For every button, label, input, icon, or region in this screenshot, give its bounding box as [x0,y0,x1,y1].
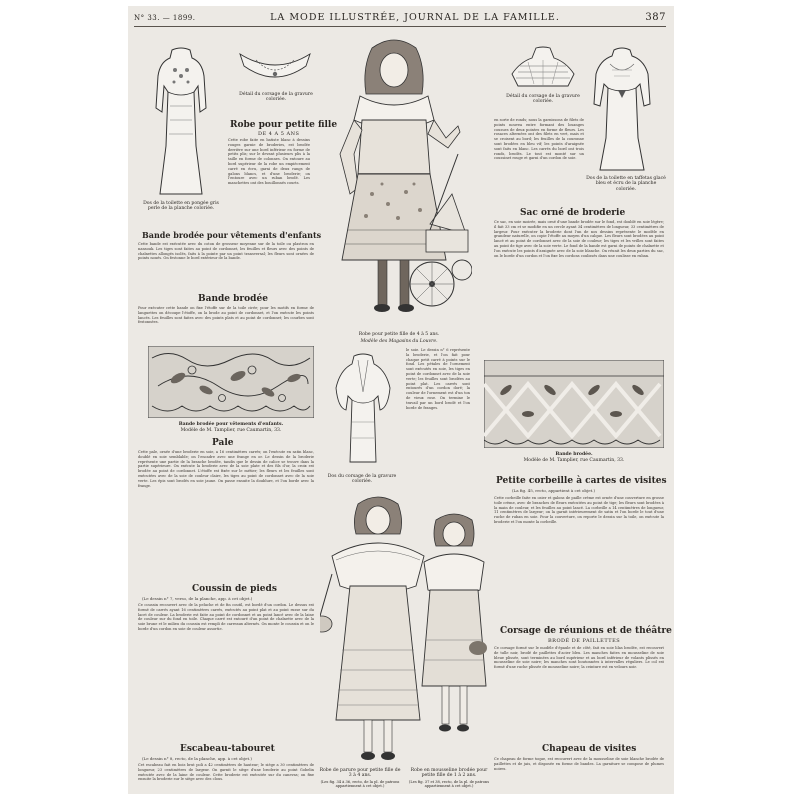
corsage-detail-right-illustration [508,46,578,90]
title-escabeau: Escabeau-tabouret [180,744,275,754]
text-chapeau: Ce chapeau de forme toque, est recouvert avec de la mousseline de soie blanche brodée de paillettes et de jais, et disposée en forme de bandes. La garniture se compose de plumes noires. [494,757,664,771]
girl-with-carriage-illustration [322,34,472,332]
caption-bande-brodee-right-credit: Modèle de M. Tamplier, rue Caumartin, 33. [523,458,625,463]
running-head [134,12,666,26]
text-bande-vetements: Cette bande est exécutée avec du coton de grosseur moyenne sur de la toile ou plastron en nansouk. Les tiges sont faites au point de cordonnet, les feuilles et fleurs avec des points de chaînettes allongés isolés, faits à la pointe par un point transversal; les fleurs sont ornées de points noués. On festonne le bord extérieur de la bande. [138,242,314,261]
caption-robe-mousseline-ref: (Les fig. 37 et 38, recto, de la pl. de patrons appartiennent à cet objet.) [408,780,490,789]
text-pale-dessin: le soie. Le dessin n° 6 représente la broderie, et l'on fait pour chaque petit carré à points sur le fond. Les pétales de l'ornement sont exécutés en soie, les tiges en point de cordonnet avec de la soie verte; les feuilles sont brodées au point plat. Les carrés sont entourés d'un cordon doré; la couleur de l'ornement est d'un ton de vieux rose. On termine le travail par un bord brodé et l'on borde de franges. [406,348,470,410]
caption-robe-parure: Robe de parure pour petite fille de 3 à 4 ans. [319,768,401,779]
subtitle-robe-petite-fille: DE 4 A 5 ANS [258,131,300,137]
corsage-detail-left-illustration [236,46,314,88]
caption-bande-brodee-right: Bande brodée. [555,452,593,457]
subtitle-corsage: BRODÉ DE PAILLETTES [548,638,621,644]
ref-corbeille: (La fig. 45, recto, appartient à cet objet.) [512,488,596,493]
caption-detail-corsage-left: Détail du corsage de la gravure coloriée. [239,92,313,103]
two-girls-illustration [320,490,490,774]
text-escabeau: Cet escabeau fait en bois brut poli a 42 centimètres de hauteur; le siège a 30 centimètres de longueur, 23 centimètres de largeur. On garnit le siège d'une broderie au point Gobelin exécutée avec de la laine de couleur. Cette broderie est exécutée sur du canevas; on fixe ensuite la broderie sur le siège avec des clous. [138,763,314,782]
title-corsage: Corsage de réunions et de théâtre [500,626,672,636]
text-coussin: Ce coussin recouvert avec de la peluche et de fin coutil, est bordé d'un cordon. Le dessus est formé de carrés ayant 16 centimètres carrés, exécutés au point plat et au point russe sur du lacet de couleur. La broderie est faite au point de cordonnet et au point lancé avec de la laine de couleur sur du fond en toile. Chaque carré est entouré d'un point de chaînette avec de la soie brune et le milieu du coussin est rempli de carreaux alternés. On monte le coussin et on le borde d'un cordon en soie de couleur assortie. [138,603,314,631]
journal-title: LA MODE ILLUSTRÉE, JOURNAL DE LA FAMILLE. [270,12,560,23]
text-pale: Cette pale, ornée d'une broderie en soie, a 16 centimètres carrés; on l'exécute en satin blanc, doublé en soie semblable; on l'encadre avec une frange en or. Le dessin de la broderie représente une partie de la branche brodée, tandis que le dessin de calice se trouve dans la partie supérieure. On exécute la broderie avec de la soie plate et des fils d'or, la croix est brodée au point de cordonnet. L'étoffe est fixée sur le métier; les fleurs et les feuilles sont exécutées avec de la soie de couleur claire, les tiges au point de cordonnet avec de la soie verte. Les épis sont brodés en soie jaune. On passe ensuite la doublure, et l'on borde avec la frange. [138,450,314,488]
issue-number: N° 33. — 1899. [134,14,196,22]
caption-dos-toilette-right: Dos de la toilette en taffetas glacé bleu et écru de la planche coloriée. [586,176,666,192]
text-sac: Ce sac, en soie moirée, mais orné d'une bande brodée sur le fond, est doublé en soie légère; il fait 33 cm et se modifie en un cercle ayant 34 centimètres de longueur, 33 centimètres de largeur. Pour exécuter la broderie dont l'un de nos dessins représente le modèle en grandeur naturelle, on copie l'étoffe au moyen d'un calque. Les fleurs sont brodées au point lancé et au point de cordonnet avec de la soie de couleur; les tiges et les vrilles sont faites au point de tige avec de la soie verte. Le fond de la bande est garni de points de chaînette et l'on exécute les points d'araignée avec de la soie blanche. On réunit les deux parties du sac, on le borde d'un cordon et l'on fixe les cordons coulissés dans une coulisse en ruban. [494,220,664,258]
toilette-back-right-illustration [590,46,654,174]
caption-dos-corsage-center: Dos du corsage de la gravure coloriée. [327,474,397,485]
title-bande-vetements: Bande brodée pour vêtements d'enfants [142,230,322,240]
ref-coussin: (Le dessin n° 7, verso, de la planche, app. à cet objet.) [142,596,253,601]
caption-robe-center-credit: Modèle des Magasins du Louvre. [360,339,438,344]
title-chapeau: Chapeau de visites [542,744,637,754]
caption-robe-parure-ref: (Les fig. 34 à 36, recto, de la pl. de patrons appartiennent à cet objet.) [320,780,400,789]
title-bande-brodee: Bande brodée [198,294,268,304]
caption-robe-center: Robe pour petite fille de 4 à 5 ans. [358,332,440,337]
embroidery-band-left-illustration [148,346,314,418]
caption-bande-vetements-credit: Modèle de M. Tamplier, rue Caumartin, 33. [180,428,282,433]
text-corsage: Ce corsage formé sur le modèle d'épaule et de côté, fait en soie lilas brodée, est recouvert de tulle noir, brodé de paillettes d'acier bleu. Les manches faites en mousseline de soie bleue plissée, sont terminées au bord supérieur et au bord inférieur de volants plissés en mousseline de soie noire; les manches sont boutonnées à intervalles réguliers. Le col est formé d'une ruche plissée de mousseline noire; la ceinture est en velours noir. [494,646,664,670]
header-rule [134,26,666,27]
text-sac-top: en sorte de ronds; nous la garnissons de filets de points nouvea entre formant des losanges cousues de deux pointes en forme de fleurs. Les rosaces alternées ont des filets en vert, mais et se croisent au bord; les feuilles de la couronne sont brodées en bleu vif; les points d'araignée sont faits en blanc. Les carrés du bord ont trois ronds, brodés. Le tout est monté sur un coussinet rouge et garni d'un cordon de soie. [494,118,584,161]
title-robe-petite-fille: Robe pour petite fille [230,120,338,130]
title-sac: Sac orné de broderie [520,208,626,218]
ref-escabeau: (Le dessin n° 8, recto, de la planche, app. à cet objet.) [142,756,252,761]
bodice-back-illustration [150,46,212,198]
title-corbeille: Petite corbeille à cartes de visites [496,476,667,486]
page-number: 387 [645,12,666,23]
title-pale: Pale [212,438,234,448]
corsage-back-center-illustration [328,352,398,472]
text-robe-petite-fille: Cette robe faite en batiste blanc à dessins rouges garnie de broderies, est brodée derrière sur une bord inférieur en forme de petits plis; sur le devant plusieurs plis à la taille en forme de colonnes. On entoure au bord supérieur de la robe un empiècement carré en écru, garni de deux rangs de galons blancs, et d'une broderie; on l'entoure avec un ruban brodé. Les manchettes ont des bouillonnés courts. [228,138,310,186]
magazine-page [128,6,674,794]
embroidery-band-right-illustration [484,360,664,448]
text-corbeille: Cette corbeille faite en osier et galons de paille crème est ornée d'une couverture en grosse toile crème, avec de branches de fleurs exécutées au point de tige; les fleurs sont brodées à la main de couleur, et les feuilles au point lancé. La corbeille a 14 centimètres de longueur, 11 centimètres de largeur; on la garnit intérieurement de satin et l'on borde le tout d'une ruche de ruban en soie. Pour la couverture, on reporte le dessin sur la toile, on exécute la broderie et l'on monte la corbeille. [494,496,664,524]
text-bande-brodee: Pour exécuter cette bande on fixe l'étoffe sur de la toile cirée; pour les motifs en forme de languettes on découpe l'étoffe, on la brode au point de cordonnet, et l'on exécute les points lancés. Les feuilles sont faites avec des points plats et au point de cordonnet; les courbes sont festonnées. [138,306,314,325]
title-coussin: Coussin de pieds [192,584,277,594]
caption-bande-vetements: Bande brodée pour vêtements d'enfants. [178,422,284,427]
caption-detail-corsage-right: Détail du corsage de la gravure coloriée. [506,94,580,105]
caption-dos-toilette-left: Dos de la toilette en pongée gris perle de la planche coloriée. [143,201,219,212]
caption-robe-mousseline: Robe en mousseline brodée pour petite fille de 1 à 2 ans. [410,768,488,779]
